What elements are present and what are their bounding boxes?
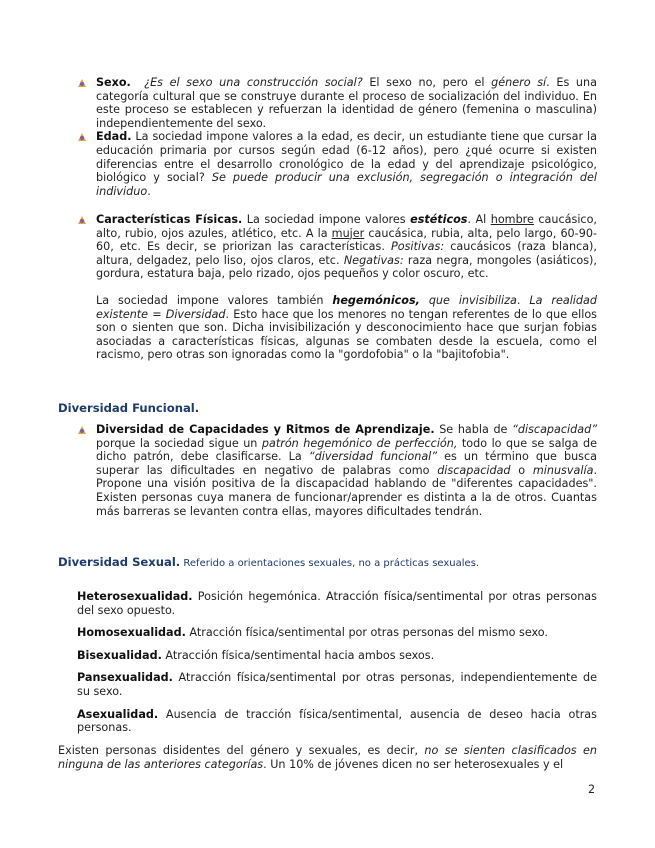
text: .: [516, 293, 530, 307]
text: caucásico, alto, rubio, ojos azules, atlético, etc. A la: [96, 213, 597, 240]
text: La sociedad impone valores a la edad, es decir, un estudiante tiene que cursar la educación primaria por cursos según edad (6-12 años), pero ¿qué ocurre si existen diferencias entre el desarrollo cronológico de la edad y del aprendizaje psicológico, biológico y social?: [96, 130, 597, 185]
inline-italic: La realidad existente = Diversidad: [96, 293, 597, 321]
inline-italic: no se sienten clasificados en ninguna de las anteriores categorías: [58, 744, 597, 771]
text: todo lo que se salga de dicho patrón, debe clasificarse. La: [96, 436, 597, 464]
inline-italic: “diversidad funcional”: [308, 450, 438, 464]
definition-term: Bisexualidad.: [77, 648, 162, 662]
definition-item: [77, 626, 597, 640]
definition-text: Atracción física/sentimental por otras personas del mismo sexo.: [185, 626, 548, 640]
definition-list: [77, 590, 597, 735]
text: caucásicos (raza blanca), altura, delgadez, pelo liso, ojos claros, etc.: [96, 240, 597, 267]
text: . Un 10% de jóvenes dicen no ser heterosexuales y el: [263, 757, 564, 771]
inline-italic: que invisibiliza: [419, 293, 517, 307]
inline-italic: género: [491, 76, 531, 89]
inline-italic: Negativas:: [343, 253, 404, 267]
text: La sociedad impone valores también: [96, 293, 333, 307]
text: o: [510, 463, 533, 477]
bullet-icon: [77, 78, 87, 88]
definition-item: [77, 671, 597, 698]
inline-italic: “discapacidad”: [512, 423, 597, 436]
definition-term: Heterosexualidad.: [77, 590, 193, 603]
definition-text: Posición hegemónica. Atracción física/sentimental por otras personas del sexo opuesto.: [77, 590, 597, 617]
bullet-icon: [77, 215, 87, 225]
bullet-list: [96, 76, 597, 198]
text: es un término que busca superar las dificultades en negativo de palabras como: [96, 450, 598, 477]
definition-text: Atracción física/sentimental hacia ambos sexos.: [161, 648, 435, 662]
text: caucásica, rubia, alta, pelo largo, 60-90-60, etc. Es decir, se priorizan las características.: [96, 226, 597, 254]
text: .: [147, 184, 151, 198]
text: Existen personas disidentes del género y sexuales, es decir,: [58, 744, 425, 757]
text: El sexo no, pero el: [362, 76, 492, 89]
bullet-sexo: [96, 76, 597, 130]
heading-text: Diversidad Sexual.: [58, 555, 181, 569]
text: . Propone una visión positiva de la discapacidad hablando de "diferentes capacidades". Existen personas cuya manera de funcionar/aprender es distinta a la de otros. Cuantas más barreras se levanten contra ellas, mayores dificultades tendrán.: [96, 463, 597, 518]
definition-term: Pansexualidad.: [77, 671, 173, 685]
inline-italic: patrón hegemónico de perfección,: [261, 436, 458, 450]
page-number: 2: [588, 783, 596, 796]
definition-item: [77, 649, 597, 663]
text: . Al: [467, 213, 491, 226]
inline-italic: sí: [530, 76, 547, 89]
inline-bold-italic: estéticos: [410, 213, 468, 226]
definition-item: [77, 590, 597, 617]
definition-term: Homosexualidad.: [77, 626, 186, 640]
section-heading-sexual: [58, 555, 479, 569]
inline-underline: hombre: [490, 213, 534, 226]
heading-subtitle: Referido a orientaciones sexuales, no a prácticas sexuales.: [180, 558, 480, 569]
definition-term: Asexualidad.: [77, 707, 159, 721]
text: La sociedad impone valores: [242, 213, 411, 226]
definition-text: Ausencia de tracción física/sentimental, ausencia de deseo hacia otras personas.: [77, 707, 597, 735]
bullet-title: Características Físicas.: [96, 213, 243, 226]
text: . Es una categoría cultural que se construye durante el proceso de socialización del individuo. En este proceso se establecen y refuerzan la identidad de género (femenina o masculina) independientemente del sexo.: [96, 76, 597, 130]
inline-italic: Positivas:: [391, 240, 445, 254]
bullet-edad: [96, 130, 597, 198]
bullet-list: [96, 423, 597, 518]
inline-underline: mujer: [331, 226, 365, 240]
bullet-capacidades: [96, 423, 597, 518]
closing-paragraph: [58, 744, 597, 771]
bullet-title: Diversidad de Capacidades y Ritmos de Aprendizaje.: [96, 423, 435, 436]
text: raza negra, mongoles (asiáticos), gordura, estatura baja, pelo rizado, ojos pequeños y color oscuro, etc.: [96, 253, 597, 281]
inline-bold-italic: hegemónicos,: [332, 293, 420, 307]
bullet-fisicas: [96, 213, 597, 281]
text: Se habla de: [434, 423, 513, 436]
bullet-title: Sexo.: [96, 76, 131, 89]
inline-italic: discapacidad: [437, 463, 511, 477]
bullet-title: Edad.: [96, 130, 132, 144]
bullet-list: [96, 213, 597, 362]
section-heading-funcional: Diversidad Funcional.: [58, 401, 200, 415]
text: . Esto hace que los menores no tengan referentes de lo que ellos son o sienten que son. Dicha invisibilización y desconocimiento hace que surjan fobias asociadas a características físicas, algunas se combaten desde la escuela, como el racismo, pero otras son ignoradas como la "gordofobia" o la "bajitofobia".: [96, 307, 597, 362]
inline-italic: minusvalía: [532, 463, 594, 477]
bullet-icon: [77, 132, 87, 142]
inline-italic: ¿Es el sexo una construcción social?: [144, 76, 363, 89]
bullet-icon: [77, 425, 87, 435]
definition-text: Atracción física/sentimental por otras personas, independientemente de su sexo.: [77, 671, 597, 698]
paragraph-hegemonicos: [96, 294, 597, 362]
definition-item: [77, 708, 597, 735]
text: porque la sociedad sigue un: [96, 436, 262, 450]
inline-italic: Se puede producir una exclusión, segregación o integración del individuo: [96, 171, 597, 198]
